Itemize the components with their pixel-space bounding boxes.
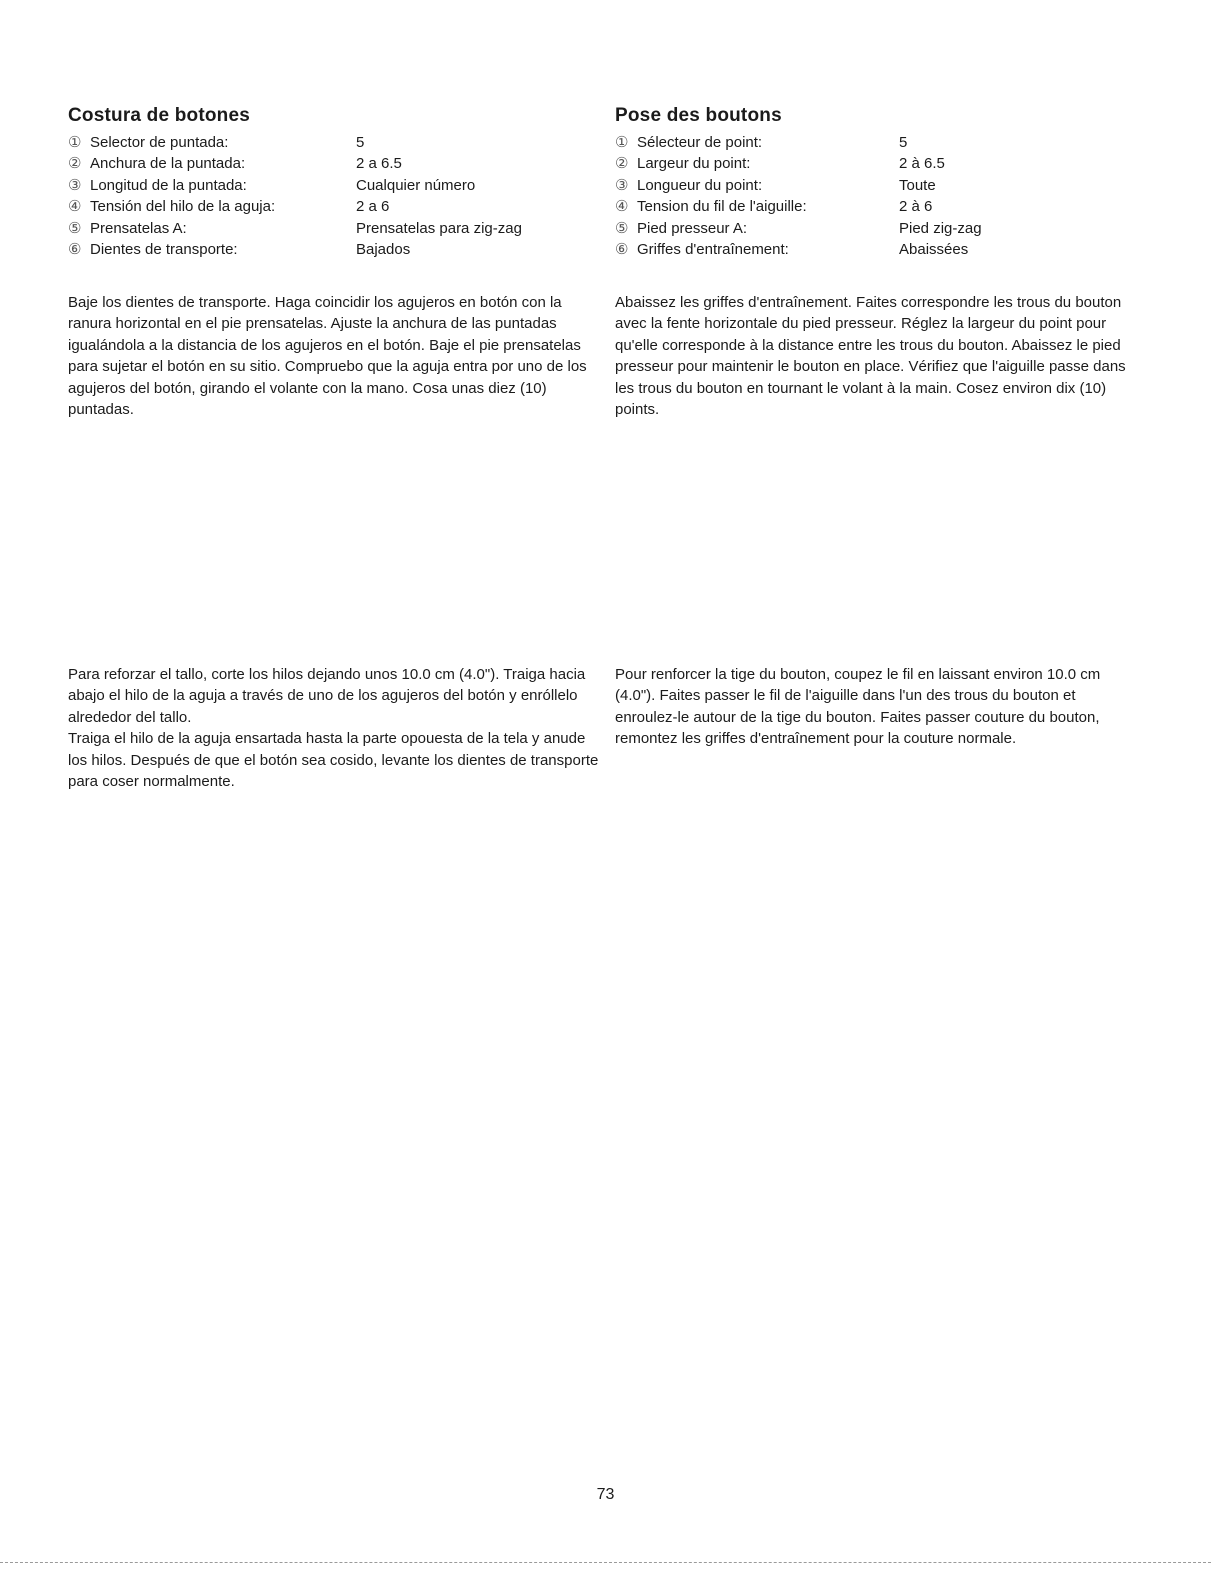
setting-row bbox=[615, 153, 1155, 174]
setting-row bbox=[615, 132, 1155, 153]
setting-label: Dientes de transporte: bbox=[90, 241, 238, 259]
setting-row bbox=[615, 196, 1155, 217]
french-settings-list bbox=[615, 132, 1155, 260]
paragraph: Baje los dientes de transporte. Haga coincidir los agujeros en botón con la ranura horizontal en el pie prensatelas. Ajuste la anchura de las puntadas igualándola a la distancia de los agujeros en el botón. Baje el pie prensatelas para sujetar el botón en su sitio. Compruebo que la aguja entra por uno de los agujeros del botón, girando el volante con la mano. Cosa unas diez (10) puntadas. bbox=[68, 294, 587, 419]
setting-value: Cualquier número bbox=[356, 176, 476, 194]
setting-label: Largeur du point: bbox=[637, 155, 751, 173]
setting-row bbox=[615, 218, 1155, 239]
circled-number: ⑥ bbox=[615, 241, 629, 259]
setting-value: 5 bbox=[899, 134, 908, 151]
french-title: Pose des boutons bbox=[615, 105, 782, 126]
paragraph: Traiga el hilo de la aguja ensartada hasta la parte opouesta de la tela y anude los hilos. Después de que el botón sea cosido, levante los dientes de transporte para coser normalmente. bbox=[68, 730, 599, 791]
circled-number: ⑥ bbox=[68, 241, 82, 259]
setting-label: Longitud de la puntada: bbox=[90, 176, 247, 194]
setting-row bbox=[68, 239, 618, 260]
setting-label: Sélecteur de point: bbox=[637, 134, 763, 151]
circled-number: ① bbox=[615, 134, 629, 151]
circled-number: ⑤ bbox=[68, 219, 82, 237]
paragraph: Pour renforcer la tige du bouton, coupez le fil en laissant environ 10.0 cm (4.0"). Faites passer le fil de l'aiguille dans l'un des trous du bouton et enroulez-le autour de la tige du bouton. Faites passer couture du bouton, remontez les griffes d'entraînement pour la couture normale. bbox=[615, 666, 1101, 748]
setting-row bbox=[615, 175, 1155, 196]
setting-label: Tension du fil de l'aiguille: bbox=[637, 198, 807, 216]
setting-value: 2 a 6 bbox=[356, 198, 390, 216]
setting-value: 5 bbox=[356, 134, 365, 151]
setting-value: Pied zig-zag bbox=[899, 219, 982, 237]
circled-number: ③ bbox=[615, 176, 629, 194]
setting-value: Abaissées bbox=[899, 241, 969, 259]
setting-value: Toute bbox=[899, 176, 936, 194]
setting-value: 2 a 6.5 bbox=[356, 155, 402, 173]
setting-row bbox=[615, 239, 1155, 260]
circled-number: ② bbox=[68, 155, 82, 173]
circled-number: ③ bbox=[68, 176, 82, 194]
page-number: 73 bbox=[596, 1486, 615, 1503]
setting-row bbox=[68, 196, 618, 217]
spanish-title: Costura de botones bbox=[68, 105, 251, 126]
page-edge-divider bbox=[0, 1562, 1211, 1563]
setting-value: Prensatelas para zig-zag bbox=[356, 219, 522, 237]
circled-number: ⑤ bbox=[615, 219, 629, 237]
spanish-section bbox=[68, 104, 618, 260]
setting-label: Anchura de la puntada: bbox=[90, 155, 246, 173]
french-instructions-1 bbox=[615, 292, 1139, 420]
french-section bbox=[615, 104, 1155, 260]
paragraph: Abaissez les griffes d'entraînement. Faites correspondre les trous du bouton avec la fente horizontale du pied presseur. Réglez la largeur du point pour qu'elle corresponde à la distance entre les trous du bouton. Abaissez le pied presseur pour maintenir le bouton en place. Vérifiez que l'aiguille passe dans les trous du bouton en tournant le volant à la main. Cosez environ dix (10) points. bbox=[615, 294, 1126, 419]
setting-row bbox=[68, 153, 618, 174]
circled-number: ② bbox=[615, 155, 629, 173]
setting-row bbox=[68, 132, 618, 153]
setting-label: Selector de puntada: bbox=[90, 134, 229, 151]
circled-number: ① bbox=[68, 134, 82, 151]
spanish-instructions-2 bbox=[68, 664, 600, 792]
setting-label: Prensatelas A: bbox=[90, 219, 187, 237]
setting-row bbox=[68, 218, 618, 239]
paragraph: Para reforzar el tallo, corte los hilos dejando unos 10.0 cm (4.0"). Traiga hacia abajo el hilo de la aguja a través de uno de los agujeros del botón y enróllelo alrededor del tallo. bbox=[68, 666, 586, 726]
french-instructions-2 bbox=[615, 664, 1139, 750]
spanish-instructions-1 bbox=[68, 292, 600, 420]
setting-value: 2 à 6.5 bbox=[899, 155, 945, 173]
circled-number: ④ bbox=[68, 198, 82, 216]
setting-value: Bajados bbox=[356, 241, 411, 259]
setting-label: Longueur du point: bbox=[637, 176, 763, 194]
setting-label: Griffes d'entraînement: bbox=[637, 241, 789, 259]
circled-number: ④ bbox=[615, 198, 629, 216]
spanish-settings-list bbox=[68, 132, 618, 260]
setting-label: Pied presseur A: bbox=[637, 219, 748, 237]
setting-value: 2 à 6 bbox=[899, 198, 933, 216]
setting-row bbox=[68, 175, 618, 196]
setting-label: Tensión del hilo de la aguja: bbox=[90, 198, 276, 216]
